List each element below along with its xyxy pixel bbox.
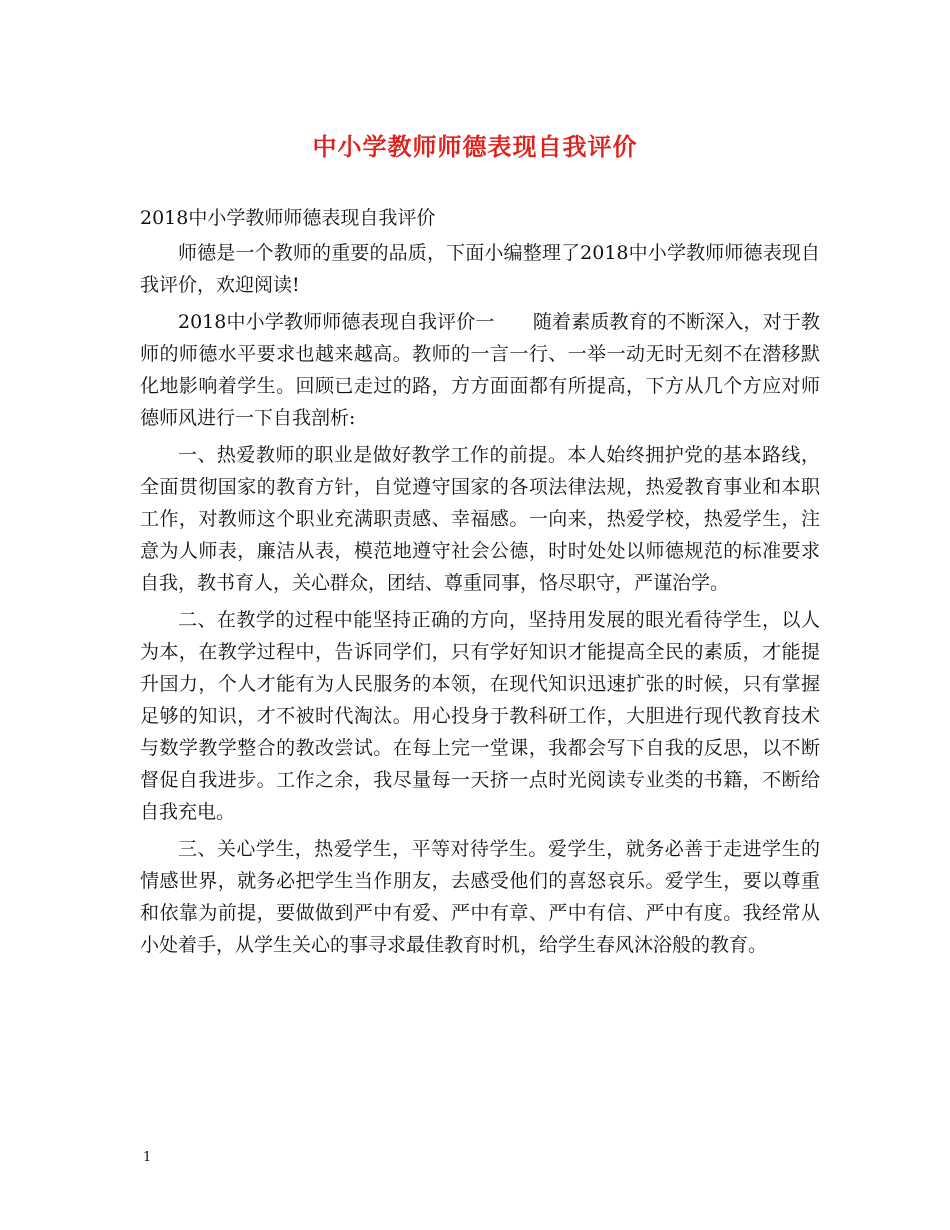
page-number: 1	[143, 1150, 152, 1165]
paragraph-intro: 师德是一个教师的重要的品质，下面小编整理了2018中小学教师师德表现自我评价，欢迎阅读!	[140, 242, 820, 296]
document-subtitle: 2018中小学教师师德表现自我评价	[140, 207, 436, 229]
document-title: 中小学教师师德表现自我评价	[312, 132, 638, 161]
paragraph-point-two: 二、在教学的过程中能坚持正确的方向，坚持用发展的眼光看待学生，以人为本，在教学过程中，告诉同学们，只有学好知识才能提高全民的素质，才能提升国力，个人才能有为人民服务的本领，在现代知识迅速扩张的时候，只有掌握足够的知识，才不被时代淘汰。用心投身于教科研工作，大胆进行现代教育技术与数学教学整合的教改尝试。在每上完一堂课，我都会写下自我的反思，以不断督促自我进步。工作之余，我尽量每一天挤一点时光阅读专业类的书籍，不断给自我充电。	[140, 609, 820, 823]
paragraph-point-three: 三、关心学生，热爱学生，平等对待学生。爱学生，就务必善于走进学生的情感世界，就务必把学生当作朋友，去感受他们的喜怒哀乐。爱学生，要以尊重和依靠为前提，要做做到严中有爱、严中有章、严中有信、严中有度。我经常从小处着手，从学生关心的事寻求最佳教育时机，给学生春风沐浴般的教育。	[140, 838, 820, 956]
paragraph-section-one-heading: 2018中小学教师师德表现自我评价一 随着素质教育的不断深入，对于教师的师德水平要求也越来越高。教师的一言一行、一举一动无时无刻不在潜移默化地影响着学生。回顾已走过的路，方方面面都有所提高，下方从几个方应对师德师风进行一下自我剖析:	[140, 311, 820, 429]
paragraph-point-one: 一、热爱教师的职业是做好教学工作的前提。本人始终拥护党的基本路线，全面贯彻国家的教育方针，自觉遵守国家的各项法律法规，热爱教育事业和本职工作，对教师这个职业充满职责感、幸福感。一向来，热爱学校，热爱学生，注意为人师表，廉洁从表，模范地遵守社会公德，时时处处以师德规范的标准要求自我，教书育人，关心群众，团结、尊重同事，恪尽职守，严谨治学。	[140, 444, 820, 594]
document-body	[140, 200, 820, 961]
